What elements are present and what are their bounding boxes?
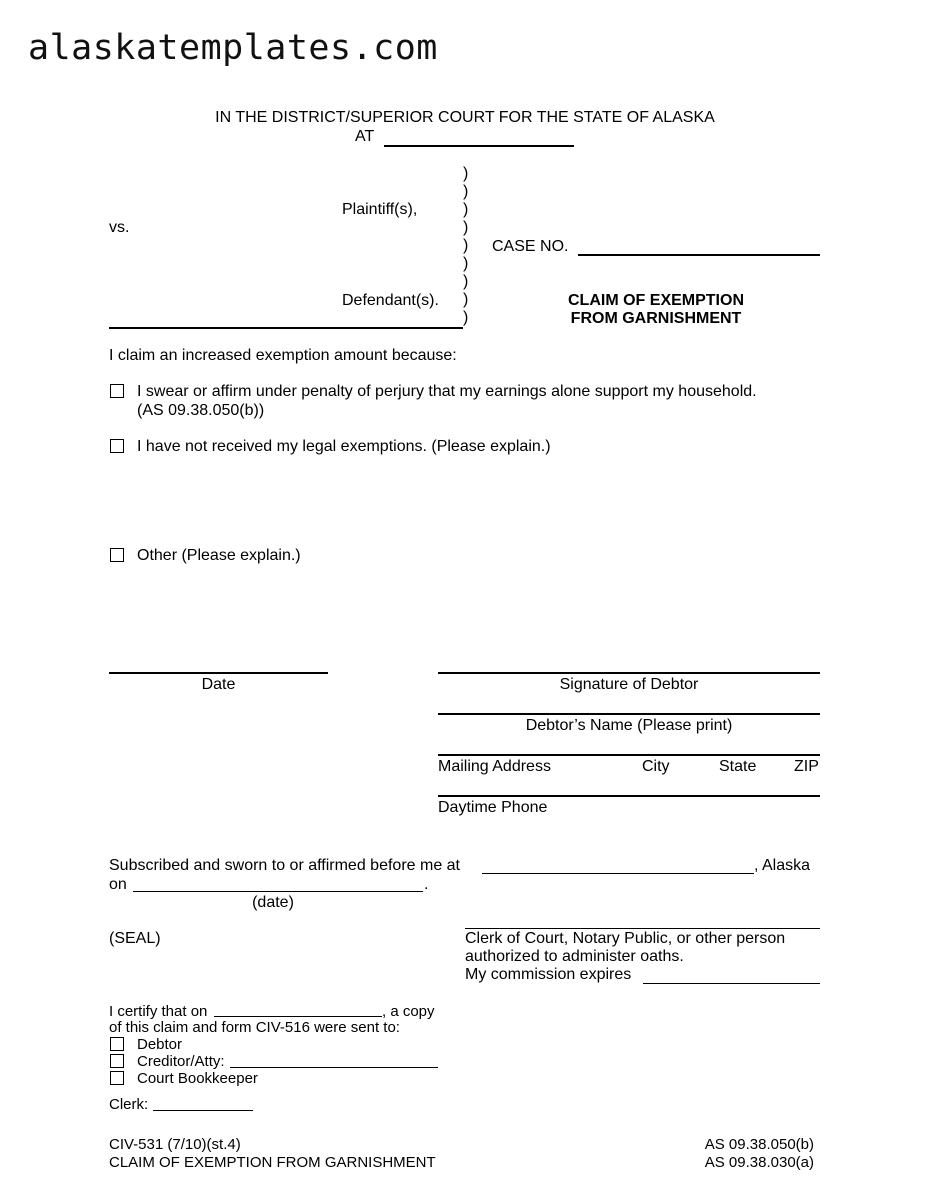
earnings-support-statute: (AS 09.38.050(b)) (137, 402, 265, 419)
sworn-date-field[interactable] (133, 891, 423, 892)
footer-statute-2: AS 09.38.030(a) (704, 1154, 814, 1171)
date-caption: (date) (252, 894, 294, 911)
debtor-recipient-label: Debtor (137, 1036, 183, 1053)
footer-statute-1: AS 09.38.050(b) (704, 1136, 814, 1153)
earnings-support-checkbox[interactable] (110, 384, 124, 398)
debtor-signature-field[interactable] (438, 672, 820, 674)
case-no-label: CASE NO. (492, 238, 569, 255)
commission-expires-field[interactable] (643, 983, 820, 984)
defendant-label: Defendant(s). (342, 292, 439, 309)
defendant-name-field[interactable] (109, 327, 463, 329)
debtor-name-field[interactable] (438, 713, 820, 715)
subscribed-text: Subscribed and sworn to or affirmed before me at (109, 857, 460, 874)
clerk-title-line2: authorized to administer oaths. (465, 948, 684, 965)
form-title-line1: CLAIM OF EXEMPTION (568, 292, 744, 309)
certify-line2: of this claim and form CIV-516 were sent to: (109, 1019, 400, 1036)
other-checkbox[interactable] (110, 548, 124, 562)
court-location-field[interactable] (384, 145, 574, 147)
vs-label: vs. (109, 219, 130, 236)
footer-form-title: CLAIM OF EXEMPTION FROM GARNISHMENT (109, 1154, 436, 1171)
creditor-recipient-checkbox[interactable] (110, 1054, 124, 1068)
clerk-label: Clerk: (109, 1096, 149, 1113)
on-label: on (109, 876, 127, 893)
creditor-recipient-label: Creditor/Atty: (137, 1053, 225, 1070)
earnings-support-text: I swear or affirm under penalty of perjury that my earnings alone support my household. (137, 383, 757, 400)
clerk-title-line1: Clerk of Court, Notary Public, or other person (465, 930, 786, 947)
claim-intro: I claim an increased exemption amount because: (109, 347, 457, 364)
creditor-name-field[interactable] (230, 1067, 438, 1068)
daytime-phone-field[interactable] (438, 795, 820, 797)
court-heading: IN THE DISTRICT/SUPERIOR COURT FOR THE STATE OF ALASKA (215, 109, 715, 126)
other-text: Other (Please explain.) (137, 547, 301, 564)
debtor-name-label: Debtor’s Name (Please print) (525, 717, 733, 734)
form-title-line2: FROM GARNISHMENT (570, 310, 742, 327)
date-label: Date (201, 676, 236, 693)
certify-prefix: I certify that on (109, 1003, 208, 1020)
debtor-recipient-checkbox[interactable] (110, 1037, 124, 1051)
legal-exemptions-checkbox[interactable] (110, 439, 124, 453)
daytime-phone-label: Daytime Phone (438, 799, 548, 816)
case-number-field[interactable] (578, 254, 820, 256)
legal-exemptions-text: I have not received my legal exemptions. (Please explain.) (137, 438, 551, 455)
seal-label: (SEAL) (109, 930, 161, 947)
mailing-address-field[interactable] (438, 754, 820, 756)
watermark-text: alaskatemplates.com (28, 28, 438, 68)
date-field[interactable] (109, 672, 328, 674)
clerk-initials-field[interactable] (153, 1110, 253, 1111)
signature-label: Signature of Debtor (559, 676, 699, 693)
plaintiff-label: Plaintiff(s), (342, 201, 418, 218)
alaska-suffix: , Alaska (754, 857, 811, 874)
bookkeeper-recipient-label: Court Bookkeeper (137, 1070, 258, 1087)
state-label: State (719, 758, 757, 775)
certify-date-field[interactable] (214, 1016, 382, 1017)
bookkeeper-recipient-checkbox[interactable] (110, 1071, 124, 1085)
city-label: City (642, 758, 670, 775)
period: . (424, 876, 429, 893)
zip-label: ZIP (794, 758, 819, 775)
certify-suffix: , a copy (382, 1003, 435, 1020)
commission-label: My commission expires (465, 966, 632, 983)
form-number: CIV-531 (7/10)(st.4) (109, 1136, 241, 1153)
clerk-signature-field[interactable] (465, 928, 820, 929)
sworn-location-field[interactable] (482, 873, 754, 874)
mailing-address-label: Mailing Address (438, 758, 551, 775)
at-label: AT (355, 128, 375, 145)
